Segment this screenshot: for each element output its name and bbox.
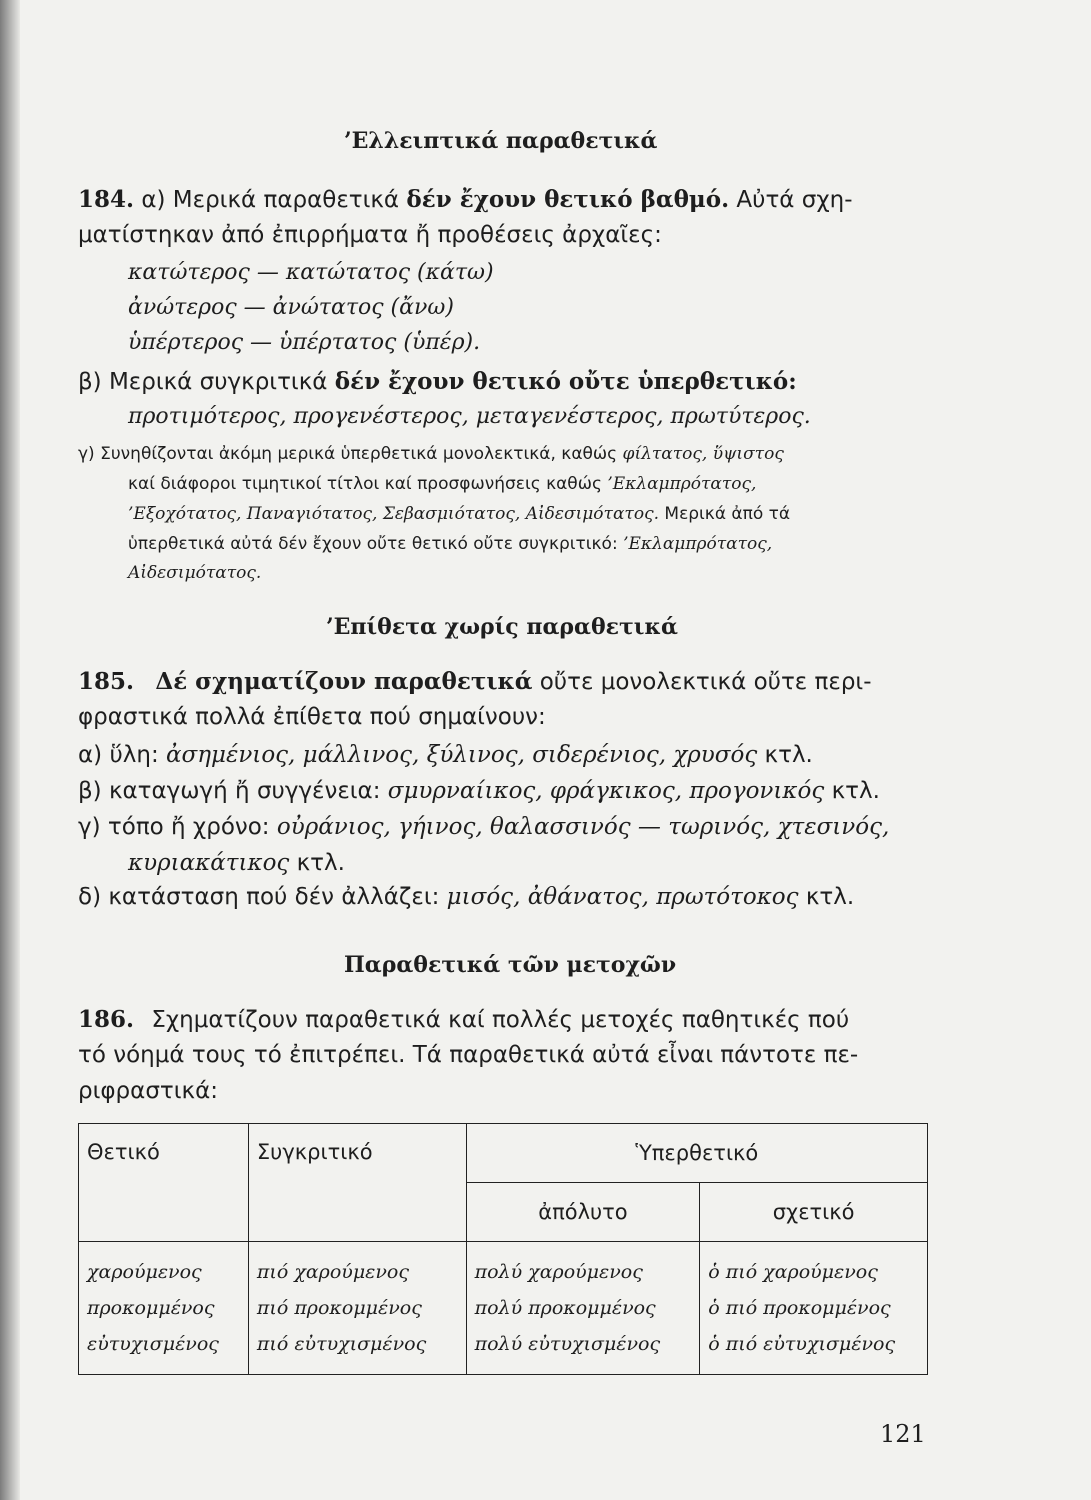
header-comparative: Συγκριτικό <box>248 1124 466 1242</box>
paragraph-186-line-1: 186. Σχηματίζουν παραθετικά καί πολλές μετοχές παθητικές πού <box>78 1006 850 1033</box>
page-binding-shadow <box>0 0 20 1500</box>
header-superlative: Ὑπερθετικό <box>466 1124 927 1183</box>
paragraph-number-186: 186. <box>78 1006 135 1033</box>
example-line: κατώτερος — κατώτατος (κάτω) <box>128 260 494 285</box>
paragraph-184-line-2: ματίστηκαν ἀπό ἐπιρρήματα ἤ προθέσεις ἀρχαῖες: <box>78 222 662 248</box>
paragraph-184-g-line-5: Αἰδεσιμότατος. <box>128 563 262 583</box>
paragraph-number-185: 185. <box>78 668 135 695</box>
paragraph-185-line-1: 185. Δέ σχηματίζουν παραθετικά οὔτε μονολεκτικά οὔτε περι- <box>78 668 872 695</box>
paragraph-184-line-1: 184. α) Μερικά παραθετικά δέν ἔχουν θετικό βαθμό. Αὐτά σχη- <box>78 186 853 213</box>
list-item: α) ὕλη: ἀσημένιος, μάλλινος, ξύλινος, σιδερένιος, χρυσός κτλ. <box>78 742 813 768</box>
paragraph-184-g-line-1: γ) Συνηθίζονται ἀκόμη μερικά ὑπερθετικά μονολεκτικά, καθώς φίλτατος, ὕψιστος <box>78 444 784 464</box>
list-item: β) καταγωγή ἤ συγγένεια: σμυρναίικος, φράγκικος, προγονικός κτλ. <box>78 778 880 804</box>
section-title-no-comparison: ’Επίθετα χωρίς παραθετικά <box>326 614 678 640</box>
list-item: δ) κατάσταση πού δέν ἀλλάζει: μισός, ἀθάνατος, πρωτότοκος κτλ. <box>78 884 855 910</box>
paragraph-186-line-2: τό νόημά τους τό ἐπιτρέπει. Τά παραθετικά αὐτά εἶναι πάντοτε πε- <box>78 1042 859 1068</box>
example-line: ἀνώτερος — ἀνώτατος (ἄνω) <box>128 295 454 320</box>
section-title-participles: Παραθετικά τῶν μετοχῶν <box>344 952 677 978</box>
table-row <box>79 1242 928 1375</box>
example-line: ὑπέρτερος — ὑπέρτατος (ὑπέρ). <box>128 330 481 355</box>
paragraph-184-g-line-2: καί διάφοροι τιμητικοί τίτλοι καί προσφωνήσεις καθώς ’Εκλαμπρότατος, <box>128 474 757 494</box>
paragraph-186-line-3: ριφραστικά: <box>78 1078 218 1104</box>
table-header-row <box>79 1124 928 1183</box>
table-cell-comparative: πιό χαρούμενος πιό προκομμένος πιό εὐτυχισμένος <box>248 1242 466 1375</box>
paragraph-184-g-line-3: ’Εξοχότατος, Παναγιότατος, Σεβασμιότατος, Αἰδεσιμότατος. Μερικά ἀπό τά <box>128 504 791 524</box>
table-cell-absolute: πολύ χαρούμενος πολύ προκομμένος πολύ εὐτυχισμένος <box>466 1242 700 1375</box>
header-absolute: ἀπόλυτο <box>466 1183 700 1242</box>
paragraph-185-line-2: φραστικά πολλά ἐπίθετα πού σημαίνουν: <box>78 704 546 730</box>
paragraph-184-g-line-4: ὑπερθετικά αὐτά δέν ἔχουν οὔτε θετικό οὔτε συγκριτικό: ’Εκλαμπρότατος, <box>128 534 773 554</box>
page-number: 121 <box>880 1420 926 1448</box>
table-cell-positive: χαρούμενος προκομμένος εὐτυχισμένος <box>79 1242 249 1375</box>
example-line: προτιμότερος, προγενέστερος, μεταγενέστερος, πρωτύτερος. <box>128 404 811 429</box>
section-title-elliptic: ’Ελλειπτικά παραθετικά <box>344 128 658 154</box>
paragraph-number-184: 184. <box>78 186 135 213</box>
table-cell-relative: ὁ πιό χαρούμενος ὁ πιό προκομμένος ὁ πιό εὐτυχισμένος <box>700 1242 928 1375</box>
header-relative: σχετικό <box>700 1183 928 1242</box>
list-item: κυριακάτικος κτλ. <box>128 850 345 876</box>
participle-comparison-table <box>78 1123 928 1375</box>
header-positive: Θετικό <box>79 1124 249 1242</box>
paragraph-184-b: β) Μερικά συγκριτικά δέν ἔχουν θετικό οὔτε ὑπερθετικό: <box>78 368 797 395</box>
list-item: γ) τόπο ἤ χρόνο: οὐράνιος, γήινος, θαλασσινός — τωρινός, χτεσινός, <box>78 814 890 840</box>
